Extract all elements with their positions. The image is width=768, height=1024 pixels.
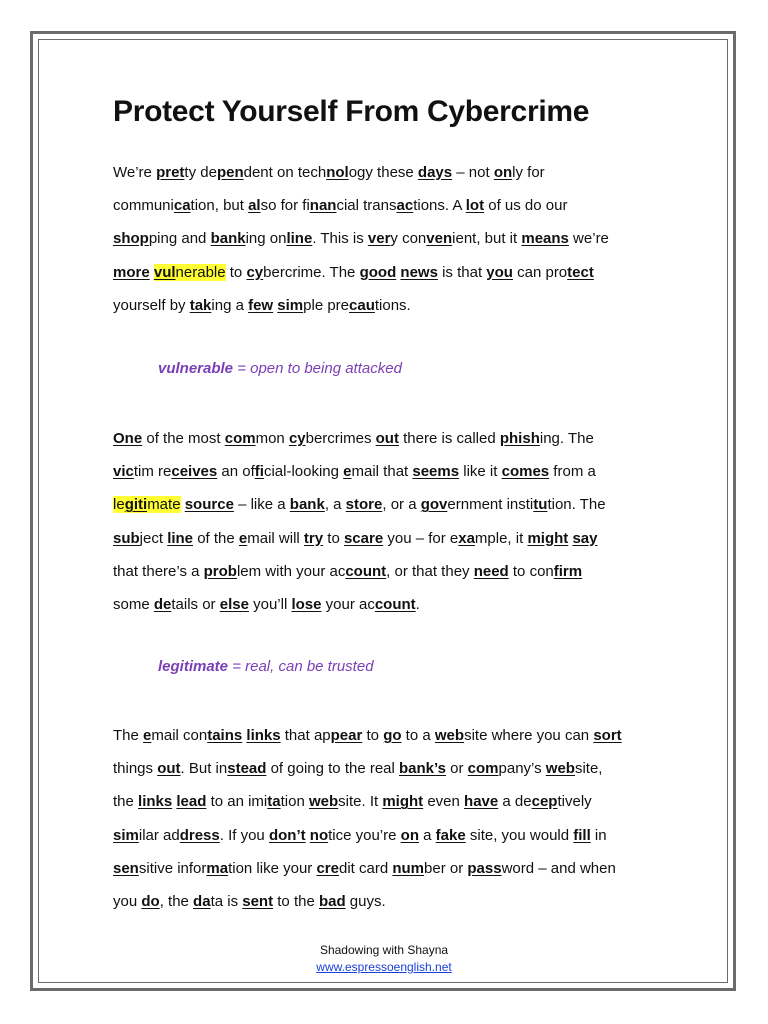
stressed-syllable: scare xyxy=(343,529,384,547)
stressed-syllable: giti xyxy=(124,496,148,514)
text-segment: tion, but xyxy=(190,197,249,215)
text-segment: guys. xyxy=(345,892,386,910)
stressed-syllable: web xyxy=(434,727,465,744)
text-segment: , the xyxy=(159,892,194,910)
stressed-syllable: on xyxy=(493,164,513,181)
stressed-syllable: don’t xyxy=(268,826,306,844)
paragraph-intro xyxy=(113,156,673,322)
stressed-syllable: pen xyxy=(216,164,244,181)
text-segment: we’re xyxy=(568,230,609,248)
text-segment: cial-looking xyxy=(263,463,344,481)
stressed-syllable: sent xyxy=(242,892,274,910)
text-line xyxy=(113,852,673,885)
stressed-syllable: line xyxy=(167,529,194,547)
stressed-syllable: bank’s xyxy=(399,760,446,778)
stressed-syllable: com xyxy=(467,760,499,778)
text-segment: that ap xyxy=(280,727,331,744)
stressed-syllable: stead xyxy=(227,760,267,778)
stressed-syllable: ven xyxy=(426,230,453,248)
text-segment: We’re xyxy=(113,164,157,181)
stressed-syllable: com xyxy=(224,430,256,447)
text-segment: communi xyxy=(113,197,174,215)
definition-text: = open to being attacked xyxy=(233,360,402,377)
text-line xyxy=(113,488,673,521)
text-line xyxy=(113,522,673,555)
definition-text: = real, can be trusted xyxy=(228,658,374,675)
text-segment: tice you’re xyxy=(328,826,401,844)
stressed-syllable: ver xyxy=(367,230,391,248)
text-segment: pany’s xyxy=(498,760,546,778)
definition-vulnerable xyxy=(158,360,402,377)
text-segment: cial trans xyxy=(336,197,397,215)
stressed-syllable: ma xyxy=(206,859,229,877)
text-segment: to the xyxy=(273,892,319,910)
stressed-syllable: dress xyxy=(179,826,220,844)
stressed-syllable: e xyxy=(143,727,152,744)
text-segment: sitive infor xyxy=(138,859,207,877)
stressed-syllable: lot xyxy=(465,197,485,215)
stressed-syllable: cep xyxy=(531,793,558,811)
stressed-syllable: need xyxy=(473,562,509,580)
stressed-syllable: store xyxy=(345,496,383,514)
text-segment: – like a xyxy=(233,496,290,514)
stressed-syllable: tect xyxy=(567,263,594,281)
stressed-syllable: sub xyxy=(113,529,140,547)
stressed-syllable: you xyxy=(486,263,513,281)
stressed-syllable: sort xyxy=(593,727,622,744)
text-segment: ping and xyxy=(148,230,211,248)
definition-term: vulnerable xyxy=(158,360,234,377)
footer xyxy=(0,942,768,976)
paragraph-email-links xyxy=(113,719,673,918)
stressed-syllable: have xyxy=(464,793,499,811)
text-segment: . But in xyxy=(180,760,228,778)
stressed-syllable: bank xyxy=(210,230,246,248)
stressed-syllable: vul xyxy=(153,263,176,281)
stressed-syllable: bad xyxy=(318,892,346,910)
text-segment: your ac xyxy=(321,595,375,613)
stressed-syllable: One xyxy=(113,430,143,447)
text-segment: so for fi xyxy=(260,197,310,215)
text-segment: site. It xyxy=(338,793,383,811)
stressed-syllable: sen xyxy=(113,859,139,877)
text-segment: – not xyxy=(452,164,494,181)
stressed-syllable: comes xyxy=(501,463,550,481)
highlighted-text: nerable xyxy=(175,263,226,281)
text-segment: tions. xyxy=(374,296,411,314)
text-segment: ernment insti xyxy=(447,496,534,514)
stressed-syllable: might xyxy=(382,793,424,811)
stressed-syllable: else xyxy=(219,595,249,613)
text-segment: some xyxy=(113,595,154,613)
stressed-syllable: pret xyxy=(156,164,185,181)
text-line xyxy=(113,588,673,621)
text-segment: from a xyxy=(549,463,596,481)
stressed-syllable: might xyxy=(527,529,569,547)
text-segment: y con xyxy=(390,230,427,248)
text-segment: to xyxy=(225,263,247,281)
stressed-syllable: seems xyxy=(412,463,460,481)
stressed-syllable: pass xyxy=(467,859,502,877)
page-title: Protect Yourself From Cybercrime xyxy=(113,95,590,128)
text-segment: ilar ad xyxy=(138,826,180,844)
stressed-syllable: da xyxy=(193,892,211,910)
text-segment: ing on xyxy=(245,230,287,248)
stressed-syllable: lose xyxy=(291,595,322,613)
text-segment: ient, but it xyxy=(452,230,522,248)
stressed-syllable: fill xyxy=(573,826,591,844)
stressed-syllable: out xyxy=(375,430,399,447)
text-segment: of going to the real xyxy=(266,760,400,778)
text-segment: , or a xyxy=(382,496,421,514)
stressed-syllable: firm xyxy=(553,562,583,580)
stressed-syllable: num xyxy=(392,859,425,877)
stressed-syllable: nol xyxy=(326,164,349,181)
text-segment: ta is xyxy=(210,892,243,910)
text-segment: to a xyxy=(401,727,435,744)
text-segment: tails or xyxy=(171,595,220,613)
stressed-syllable: lead xyxy=(176,793,207,811)
text-segment: ject xyxy=(139,529,168,547)
text-line xyxy=(113,289,673,322)
stressed-syllable: e xyxy=(238,529,248,547)
text-segment: you – for e xyxy=(383,529,459,547)
text-segment: tion. The xyxy=(547,496,606,514)
text-segment: ing. The xyxy=(539,430,594,447)
stressed-syllable: do xyxy=(141,892,160,910)
text-segment: or xyxy=(445,760,468,778)
text-segment: the xyxy=(113,793,139,811)
text-line xyxy=(113,189,673,222)
stressed-syllable: line xyxy=(286,230,313,248)
text-segment: a de xyxy=(498,793,532,811)
text-segment: is that xyxy=(437,263,487,281)
text-line xyxy=(113,819,673,852)
text-segment: bercrime. The xyxy=(263,263,360,281)
text-segment: lem with your ac xyxy=(236,562,346,580)
stressed-syllable: on xyxy=(400,826,419,844)
stressed-syllable: source xyxy=(184,496,234,514)
text-segment: , a xyxy=(324,496,346,514)
stressed-syllable: ac xyxy=(396,197,414,215)
stressed-syllable: al xyxy=(248,197,261,215)
text-segment: you’ll xyxy=(248,595,292,613)
text-segment: dent on tech xyxy=(243,164,327,181)
text-line xyxy=(113,256,673,289)
text-segment: tim re xyxy=(133,463,172,481)
text-segment: even xyxy=(423,793,465,811)
text-segment: bercrimes xyxy=(305,430,376,447)
text-segment: of the most xyxy=(142,430,225,447)
stressed-syllable: vic xyxy=(113,463,134,481)
text-segment: site, xyxy=(574,760,603,778)
text-segment: ly for xyxy=(512,164,545,181)
stressed-syllable: say xyxy=(572,529,598,547)
text-segment: site where you can xyxy=(464,727,594,744)
stressed-syllable: cy xyxy=(288,430,306,447)
text-line xyxy=(113,719,673,752)
stressed-syllable: sim xyxy=(113,826,139,844)
text-segment: can pro xyxy=(512,263,568,281)
stressed-syllable: count xyxy=(374,595,416,613)
text-segment: mail con xyxy=(151,727,208,744)
text-segment: The xyxy=(113,727,144,744)
stressed-syllable: fake xyxy=(435,826,466,844)
stressed-syllable: days xyxy=(417,164,453,181)
text-segment: . This is xyxy=(312,230,368,248)
text-line xyxy=(113,885,673,918)
stressed-syllable: tu xyxy=(533,496,548,514)
stressed-syllable: ta xyxy=(267,793,281,811)
stressed-syllable: bank xyxy=(289,496,325,514)
footer-credit: Shadowing with Shayna xyxy=(319,943,449,957)
text-segment: to xyxy=(362,727,384,744)
stressed-syllable: ceives xyxy=(171,463,218,481)
text-segment: tively xyxy=(557,793,592,811)
text-segment: mail will xyxy=(247,529,304,547)
text-segment: to xyxy=(323,529,344,547)
stressed-syllable: go xyxy=(383,727,402,744)
definition-legitimate xyxy=(158,658,374,675)
stressed-syllable: pear xyxy=(330,727,363,744)
stressed-syllable: gov xyxy=(420,496,448,514)
text-segment: ty de xyxy=(184,164,217,181)
text-segment: there is called xyxy=(398,430,500,447)
stressed-syllable: out xyxy=(157,760,181,778)
stressed-syllable: few xyxy=(248,296,274,314)
stressed-syllable: nan xyxy=(309,197,337,215)
text-segment: things xyxy=(113,760,158,778)
text-segment: to an imi xyxy=(206,793,268,811)
highlighted-text: mate xyxy=(147,496,181,514)
text-segment: word – and when xyxy=(501,859,616,877)
stressed-syllable: fi xyxy=(254,463,264,481)
text-segment: of the xyxy=(193,529,239,547)
stressed-syllable: de xyxy=(153,595,172,613)
stressed-syllable: cre xyxy=(316,859,339,877)
stressed-syllable: count xyxy=(345,562,387,580)
text-segment: ber or xyxy=(424,859,468,877)
text-segment: . xyxy=(415,595,420,613)
stressed-syllable: more xyxy=(113,263,150,281)
footer-website-link[interactable]: www.espressoenglish.net xyxy=(316,960,452,974)
stressed-syllable: means xyxy=(521,230,569,248)
stressed-syllable: web xyxy=(545,760,575,778)
stressed-syllable: cau xyxy=(349,296,375,314)
stressed-syllable: prob xyxy=(203,562,237,580)
stressed-syllable: ca xyxy=(173,197,191,215)
stressed-syllable: good xyxy=(359,263,397,281)
text-segment: you xyxy=(113,892,142,910)
text-segment: tions. A xyxy=(413,197,466,215)
text-segment: mon xyxy=(255,430,289,447)
stressed-syllable: no xyxy=(309,826,329,844)
stressed-syllable: news xyxy=(400,263,438,281)
text-line xyxy=(113,455,673,488)
text-line xyxy=(113,555,673,588)
stressed-syllable: phish xyxy=(499,430,540,447)
text-segment: to con xyxy=(508,562,554,580)
text-segment: dit card xyxy=(338,859,393,877)
text-segment: mple, it xyxy=(474,529,528,547)
definition-term: legitimate xyxy=(158,658,229,675)
text-segment: yourself by xyxy=(113,296,190,314)
text-segment: . If you xyxy=(219,826,269,844)
text-segment: of us do our xyxy=(484,197,568,215)
text-segment: ple pre xyxy=(303,296,350,314)
text-segment: that there’s a xyxy=(113,562,204,580)
text-segment: ogy these xyxy=(348,164,418,181)
stressed-syllable: links xyxy=(246,727,281,744)
stressed-syllable: cy xyxy=(246,263,264,281)
text-line xyxy=(113,785,673,818)
stressed-syllable: tains xyxy=(207,727,243,744)
stressed-syllable: sim xyxy=(277,296,304,314)
stressed-syllable: e xyxy=(343,463,352,481)
text-segment: site, you would xyxy=(465,826,574,844)
text-segment: mail that xyxy=(351,463,413,481)
text-line xyxy=(113,222,673,255)
text-segment: tion like your xyxy=(228,859,317,877)
stressed-syllable: tak xyxy=(189,296,212,314)
text-segment: a xyxy=(418,826,436,844)
text-line xyxy=(113,422,673,455)
text-segment: an of xyxy=(217,463,255,481)
text-segment: tion xyxy=(280,793,309,811)
text-segment: ing a xyxy=(211,296,249,314)
text-segment: like it xyxy=(459,463,502,481)
stressed-syllable: xa xyxy=(458,529,475,547)
paragraph-phishing xyxy=(113,422,673,621)
highlighted-text: le xyxy=(113,496,125,514)
stressed-syllable: links xyxy=(138,793,173,811)
text-line xyxy=(113,752,673,785)
stressed-syllable: web xyxy=(308,793,339,811)
text-line xyxy=(113,156,673,189)
stressed-syllable: try xyxy=(303,529,324,547)
text-segment: in xyxy=(590,826,607,844)
text-segment: , or that they xyxy=(386,562,474,580)
stressed-syllable: shop xyxy=(113,230,149,248)
